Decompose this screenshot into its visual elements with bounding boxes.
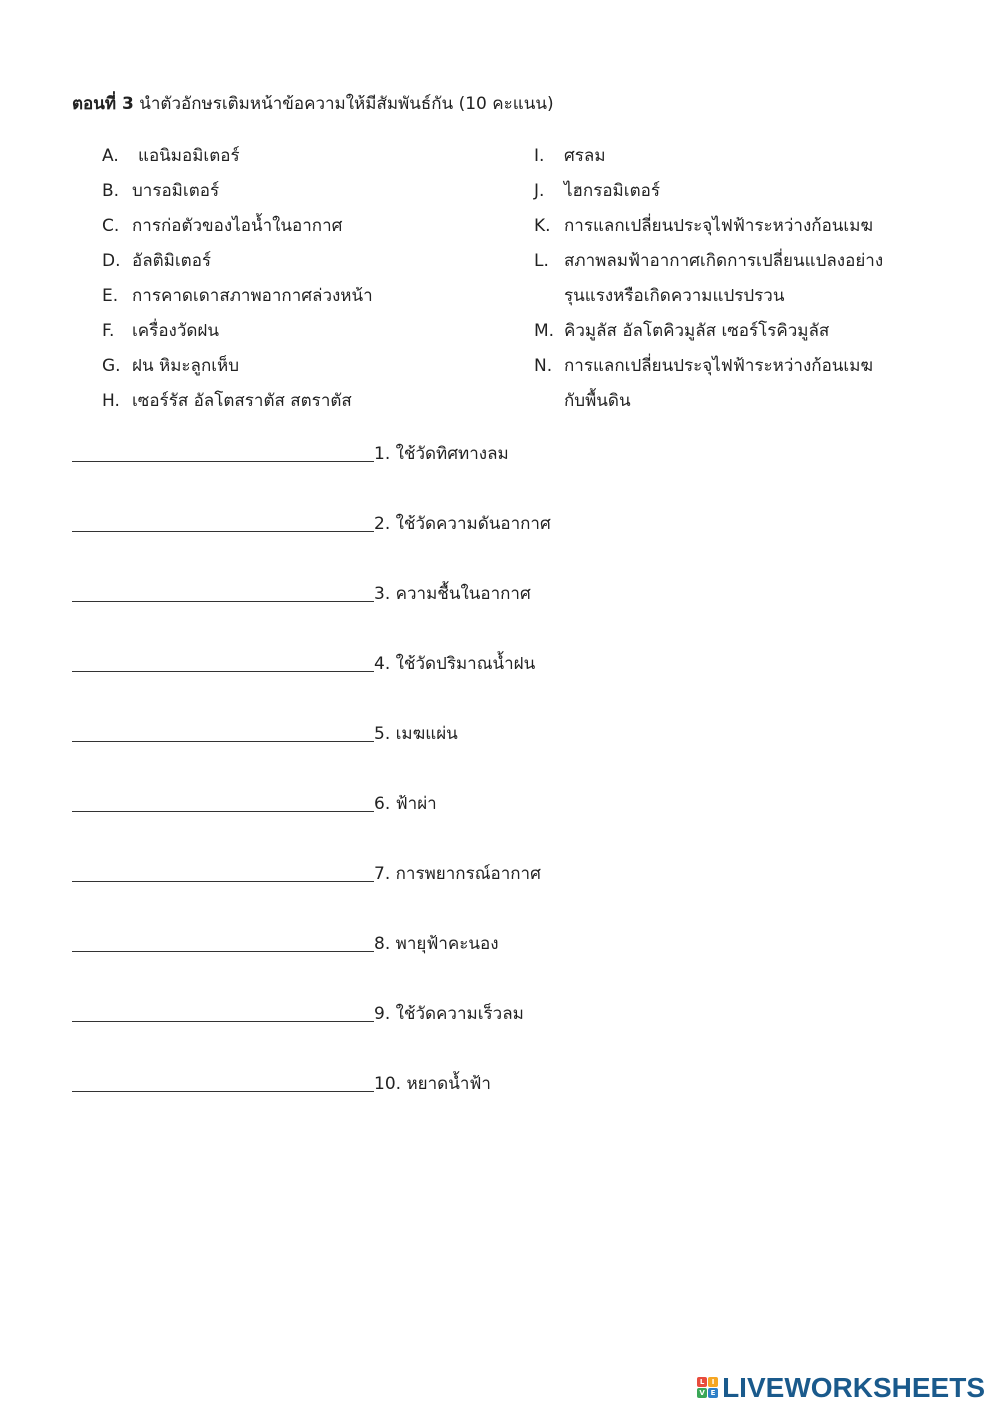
section-label: ตอนที่ 3 <box>72 94 134 114</box>
option-c <box>102 214 342 238</box>
option-letter: E. <box>102 286 119 306</box>
answer-blank[interactable] <box>72 950 374 952</box>
answer-blank[interactable] <box>72 740 374 742</box>
question-8 <box>72 930 499 956</box>
question-3 <box>72 580 531 606</box>
option-m <box>534 319 829 343</box>
answer-blank[interactable] <box>72 600 374 602</box>
question-text: 7. การพยากรณ์อากาศ <box>374 864 541 884</box>
answer-blank[interactable] <box>72 460 374 462</box>
option-h <box>102 389 352 413</box>
logo-mark-tile: V <box>697 1388 707 1398</box>
option-e <box>102 284 373 308</box>
option-k <box>534 214 873 238</box>
option-text: การก่อตัวของไอน้ำในอากาศ <box>132 216 343 236</box>
option-i <box>534 144 606 168</box>
option-text: การคาดเดาสภาพอากาศล่วงหน้า <box>132 286 373 306</box>
question-text: 2. ใช้วัดความดันอากาศ <box>374 514 551 534</box>
option-l-continued: รุนแรงหรือเกิดความแปรปรวน <box>564 286 785 306</box>
option-text: ฝน หิมะลูกเห็บ <box>132 356 240 376</box>
answer-blank[interactable] <box>72 810 374 812</box>
option-letter: A. <box>102 146 119 166</box>
option-g <box>102 354 239 378</box>
question-text: 4. ใช้วัดปริมาณน้ำฝน <box>374 654 536 674</box>
option-text: ไฮกรอมิเตอร์ <box>564 181 660 201</box>
answer-blank[interactable] <box>72 880 374 882</box>
question-6 <box>72 790 437 816</box>
question-text: 8. พายุฟ้าคะนอง <box>374 934 499 954</box>
option-letter: K. <box>534 216 551 236</box>
option-j <box>534 179 660 203</box>
option-letter: I. <box>534 146 545 166</box>
question-1 <box>72 440 509 466</box>
option-text: อัลติมิเตอร์ <box>132 251 212 271</box>
question-5 <box>72 720 458 746</box>
option-letter: N. <box>534 356 553 376</box>
question-7 <box>72 860 541 886</box>
option-letter: D. <box>102 251 121 271</box>
answer-blank[interactable] <box>72 670 374 672</box>
question-text: 6. ฟ้าผ่า <box>374 794 437 814</box>
question-text: 9. ใช้วัดความเร็วลม <box>374 1004 524 1024</box>
answer-blank[interactable] <box>72 530 374 532</box>
option-a <box>102 144 240 168</box>
option-n-continued: กับพื้นดิน <box>564 391 631 411</box>
option-letter: B. <box>102 181 120 201</box>
answer-blank[interactable] <box>72 1020 374 1022</box>
option-text: เครื่องวัดฝน <box>132 321 219 341</box>
question-4 <box>72 650 535 676</box>
option-letter: M. <box>534 321 555 341</box>
option-f <box>102 319 219 343</box>
answer-blank[interactable] <box>72 1090 374 1092</box>
logo-text: LIVEWORKSHEETS <box>722 1372 985 1403</box>
section-heading <box>72 92 554 116</box>
option-text: ศรลม <box>564 146 606 166</box>
option-d <box>102 249 211 273</box>
option-letter: J. <box>534 181 545 201</box>
question-text: 1. ใช้วัดทิศทางลม <box>374 444 509 464</box>
option-letter: L. <box>534 251 549 271</box>
question-text: 5. เมฆแผ่น <box>374 724 458 744</box>
logo-mark-tile: I <box>708 1377 718 1387</box>
logo-mark-tile: L <box>697 1377 707 1387</box>
option-letter: H. <box>102 391 120 411</box>
question-text: 10. หยาดน้ำฟ้า <box>374 1074 491 1094</box>
logo-mark-tile: E <box>708 1388 718 1398</box>
option-l <box>534 249 883 273</box>
option-letter: F. <box>102 321 115 341</box>
question-2 <box>72 510 551 536</box>
question-9 <box>72 1000 524 1026</box>
question-text: 3. ความชื้นในอากาศ <box>374 584 531 604</box>
option-text: การแลกเปลี่ยนประจุไฟฟ้าระหว่างก้อนเมฆ <box>564 356 874 376</box>
logo-mark-icon <box>697 1377 719 1399</box>
option-text: คิวมูลัส อัลโตคิวมูลัส เซอร์โรคิวมูลัส <box>564 321 830 341</box>
option-letter: C. <box>102 216 120 236</box>
question-10 <box>72 1070 491 1096</box>
option-text: แอนิมอมิเตอร์ <box>138 146 240 166</box>
liveworksheets-logo <box>697 1374 985 1402</box>
option-n <box>534 354 873 378</box>
option-letter: G. <box>102 356 121 376</box>
option-text: สภาพลมฟ้าอากาศเกิดการเปลี่ยนแปลงอย่าง <box>564 251 884 271</box>
option-text: การแลกเปลี่ยนประจุไฟฟ้าระหว่างก้อนเมฆ <box>564 216 874 236</box>
option-text: เซอร์รัส อัลโตสราตัส สตราตัส <box>132 391 352 411</box>
option-b <box>102 179 219 203</box>
option-text: บารอมิเตอร์ <box>132 181 220 201</box>
section-instruction: นำตัวอักษรเติมหน้าข้อความให้มีสัมพันธ์กัน (10 คะแนน) <box>133 94 554 114</box>
